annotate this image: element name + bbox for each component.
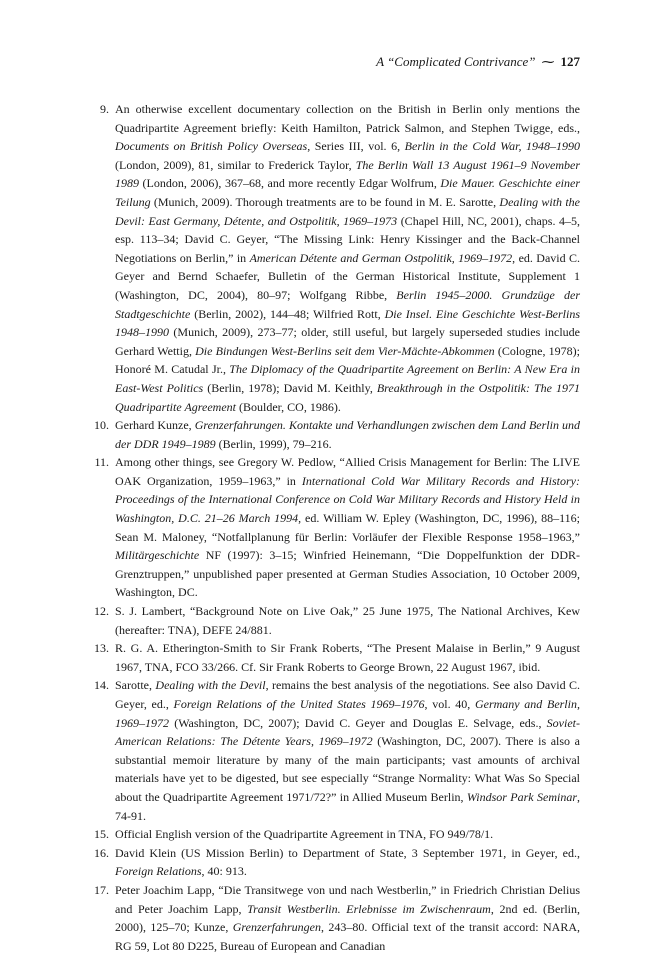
endnote-text: , ed. David C. Geyer and Bernd Schaefer, Bulletin of the German Historical Institute, Supplement 1 (Washington, DC, 2004), 80–97; Wolfgang Ribbe, bbox=[115, 250, 581, 302]
italic-title: Documents on British Policy Overseas bbox=[115, 139, 308, 154]
endnote-text: , 40: 913. bbox=[201, 864, 247, 879]
italic-title: The Diplomacy of the Quadripartite Agreement on Berlin: A New Era in East-West Politics bbox=[115, 362, 580, 395]
endnote-number: 15. bbox=[94, 827, 109, 842]
endnote-number: 9. bbox=[100, 102, 109, 116]
italic-title: Dealing with the Devil bbox=[155, 678, 266, 693]
endnote-text: , vol. 40, bbox=[424, 697, 475, 711]
italic-title: Dealing with the Devil: East Germany, Détente, and Ostpolitik, 1969–1973 bbox=[115, 194, 580, 228]
endnote-text: , 2nd ed. (Berlin, 2000), 125–70; Kunze, bbox=[115, 901, 580, 935]
endnote-text: (Washington, DC, 2007); David C. Geyer and Douglas E. Selvage, eds., bbox=[169, 715, 547, 730]
endnote-text: Peter Joachim Lapp, “Die Transitwege von und nach Westberlin,” in Friedrich Christian Delius and Peter Joachim Lapp, bbox=[115, 882, 580, 916]
endnote bbox=[94, 602, 580, 639]
endnote-number: 13. bbox=[94, 641, 109, 656]
italic-title: Foreign Relations of the United States 1969–1976 bbox=[173, 697, 425, 711]
endnote-number: 14. bbox=[94, 678, 109, 693]
italic-title: American Détente and German Ostpolitik, 1969–1972 bbox=[249, 250, 513, 265]
running-title: A “Complicated Contrivance” bbox=[376, 54, 536, 69]
endnote-text: , ed. William W. Epley (Washington, DC, 1996), 88–116; Sean M. Maloney, “Notfallplanung für Berlin: Vorläufer der Flexible Response 1958–1963,” bbox=[115, 511, 580, 544]
italic-title: Militärgeschichte bbox=[115, 548, 200, 563]
endnote-text: , 243–80. Official text of the transit accord: NARA, RG 59, Lot 80 D225, Bureau of European and Canadian bbox=[115, 920, 580, 953]
endnote-text: Among other things, see Gregory W. Pedlow, “Allied Crisis Management for Berlin: The LIVE OAK Organization, 1959–1963,” in bbox=[115, 455, 580, 488]
italic-title: Breakthrough in the Ostpolitik: The 1971 Quadripartite Agreement bbox=[115, 380, 580, 414]
italic-title: Die Mauer. Geschichte einer Teilung bbox=[115, 176, 581, 209]
italic-title: International Cold War Military Records and History: Proceedings of the International Conference on Cold War Military Records and History Held in Washington, D.C. 21–26 March 1994 bbox=[115, 473, 580, 526]
endnote bbox=[94, 881, 580, 955]
italic-title: Grenzerfahrungen. Kontakte und Verhandlungen zwischen dem Land Berlin und der DDR 1949–1989 bbox=[115, 418, 580, 451]
italic-title: Soviet-American Relations: The Détente Years, 1969–1972 bbox=[115, 715, 580, 749]
endnote-text: Sarotte, bbox=[115, 678, 156, 693]
endnote bbox=[94, 825, 580, 844]
endnote-text: NF (1997): 3–15; Winfried Heinemann, “Die Doppelfunktion der DDR-Grenztruppen,” unpublished paper presented at German Studies Association, 10 October 2009, Washington, DC. bbox=[115, 548, 580, 600]
italic-title: Transit Westberlin. Erlebnisse im Zwischenraum bbox=[247, 901, 491, 916]
endnote-text: (London, 2009), 81, similar to Frederick Taylor, bbox=[115, 157, 356, 172]
endnote-text: (Berlin, 1978); David M. Keithly, bbox=[203, 380, 377, 395]
endnote-text: S. J. Lambert, “Background Note on Live Oak,” 25 June 1975, The National Archives, Kew (hereafter: TNA), DEFE 24/881. bbox=[115, 604, 580, 637]
running-header bbox=[0, 54, 580, 70]
endnote-text: (Chapel Hill, NC, 2001), chaps. 4–5, esp. 113–34; David C. Geyer, “The Missing Link: Henry Kissinger and the Back-Channel Negotiations on Berlin,” in bbox=[115, 213, 580, 265]
endnote-text: An otherwise excellent documentary collection on the British in Berlin only mentions the Quadripartite Agreement briefly: Keith Hamilton, Patrick Salmon, and Stephen Twigge, eds., bbox=[115, 102, 580, 135]
endnote-number: 10. bbox=[94, 418, 109, 433]
italic-title: Die Bindungen West-Berlins seit dem Vier-Mächte-Abkommen bbox=[195, 343, 495, 358]
endnote-number: 12. bbox=[94, 604, 109, 619]
italic-title: Die Insel. Eine Geschichte West-Berlins 1948–1990 bbox=[115, 306, 580, 340]
endnotes-list bbox=[94, 100, 581, 955]
italic-title: The Berlin Wall 13 August 1961–9 November 1989 bbox=[115, 157, 580, 191]
ornament-glyph: ⁓ bbox=[541, 54, 555, 69]
endnote-text: (Cologne, 1978); Honoré M. Catudal Jr., bbox=[115, 343, 580, 377]
page-number: 127 bbox=[560, 54, 580, 69]
italic-title: Foreign Relations bbox=[115, 864, 202, 879]
italic-title: Berlin in the Cold War, 1948–1990 bbox=[404, 139, 581, 154]
endnote-text: R. G. A. Etherington-Smith to Sir Frank Roberts, “The Present Malaise in Berlin,” 9 August 1967, TNA, FCO 33/266. Cf. Sir Frank Roberts to George Brown, 22 August 1967, ibid. bbox=[115, 641, 580, 674]
endnote bbox=[94, 416, 580, 453]
endnote bbox=[94, 639, 580, 676]
endnote bbox=[94, 844, 580, 881]
endnote-text: (Boulder, CO, 1986). bbox=[235, 399, 341, 414]
endnote-text: , 74-91. bbox=[115, 789, 580, 823]
endnote-number: 11. bbox=[94, 455, 109, 470]
endnote-text: (Berlin, 1999), 79–216. bbox=[215, 436, 332, 451]
italic-title: Berlin 1945–2000. Grundzüge der Stadtgeschichte bbox=[115, 287, 580, 321]
italic-title: Windsor Park Seminar bbox=[466, 789, 577, 804]
endnote-text: , remains the best analysis of the negotiations. See also David C. Geyer, ed., bbox=[115, 678, 581, 711]
endnote-text: (Washington, DC, 2007). There is also a substantial memoir literature by many of the main participants; vast amounts of archival materials have yet to be digested, but see especially “Strange Normality: What Was So Special about the Quadripartite Agreement 1971/72?” in Allied Museum Berlin, bbox=[115, 734, 580, 804]
endnote bbox=[100, 100, 581, 416]
endnote-number: 16. bbox=[94, 845, 109, 860]
endnote-text: Gerhard Kunze, bbox=[115, 418, 195, 433]
italic-title: Grenzerfahrungen bbox=[232, 920, 321, 935]
endnote-text: David Klein (US Mission Berlin) to Department of State, 3 September 1971, in Geyer, ed., bbox=[115, 845, 580, 860]
endnote-text: (Berlin, 2002), 144–48; Wilfried Rott, bbox=[190, 306, 385, 321]
endnote-text: , Series III, vol. 6, bbox=[307, 139, 405, 154]
endnote-text: (London, 2006), 367–68, and more recently Edgar Wolfrum, bbox=[139, 176, 441, 191]
endnote-text: Official English version of the Quadripartite Agreement in TNA, FO 949/78/1. bbox=[115, 827, 494, 842]
endnote-text: (Munich, 2009). Thorough treatments are to be found in M. E. Sarotte, bbox=[150, 194, 500, 209]
endnote-text: (Munich, 2009), 273–77; older, still useful, but largely superseded studies include Gerhard Wettig, bbox=[115, 325, 580, 358]
italic-title: Germany and Berlin, 1969–1972 bbox=[115, 697, 580, 730]
endnote bbox=[94, 453, 580, 602]
endnote-number: 17. bbox=[94, 882, 109, 897]
endnote bbox=[94, 676, 581, 825]
